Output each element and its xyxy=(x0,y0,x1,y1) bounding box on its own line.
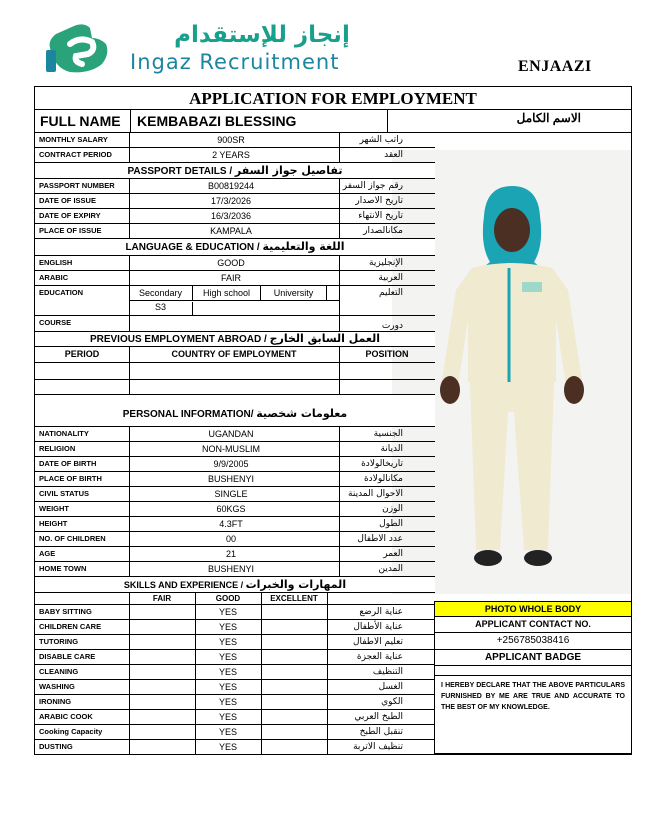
previous-employment-section-header xyxy=(35,332,435,347)
education-level-highschool: High school xyxy=(193,286,261,300)
row-arabic-label: العربية xyxy=(378,273,403,283)
row-label: HOME TOWN xyxy=(39,564,87,573)
row-value: GOOD xyxy=(217,258,245,268)
row-arabic-label: العمر xyxy=(383,549,403,559)
section-arabic-label: اللغة والتعليمية xyxy=(262,240,345,253)
full-name-label: FULL NAME xyxy=(35,110,131,132)
row-label: Cooking Capacity xyxy=(39,727,103,736)
section-label: PREVIOUS EMPLOYMENT ABROAD / xyxy=(89,334,267,345)
children-row xyxy=(35,532,435,547)
row-label: CONTRACT PERIOD xyxy=(39,150,112,159)
row-arabic-label: الغسل xyxy=(378,682,403,692)
row-arabic-label: الإنجليزية xyxy=(369,258,403,268)
skills-section-header xyxy=(35,577,435,593)
section-label: SKILLS AND EXPERIENCE / xyxy=(123,580,244,590)
row-value: SINGLE xyxy=(214,489,248,499)
row-value: 16/3/2036 xyxy=(210,211,252,221)
row-arabic-label: مكانالولادة xyxy=(363,474,403,484)
row-arabic-label: تنظيف الاتربة xyxy=(353,742,403,752)
row-label: IRONING xyxy=(39,697,72,706)
row-value: 17/3/2026 xyxy=(210,196,252,206)
skill-row-arabic-cook xyxy=(35,710,435,725)
home-town-row xyxy=(35,562,435,577)
religion-row xyxy=(35,442,435,457)
education-level-secondary: Secondary xyxy=(129,286,193,300)
row-value: KAMPALA xyxy=(210,226,252,236)
badge-box xyxy=(434,666,632,676)
full-name-row xyxy=(35,110,631,133)
row-label: AGE xyxy=(39,549,56,558)
row-label: NO. OF CHILDREN xyxy=(39,534,106,543)
row-arabic-label: التنظيف xyxy=(372,667,403,677)
row-arabic-label: عدد الاطفال xyxy=(357,534,403,544)
skills-table xyxy=(35,593,435,755)
row-arabic-label: الاحوال المدينة xyxy=(348,489,403,499)
row-label: CIVIL STATUS xyxy=(39,489,90,498)
date-of-birth-row xyxy=(35,457,435,472)
row-arabic-label: مكانالصدار xyxy=(363,226,403,236)
date-of-issue-row xyxy=(35,194,435,209)
row-label: CHILDREN CARE xyxy=(39,622,102,631)
skill-good-value: YES xyxy=(218,652,237,662)
row-arabic-label: تعليم الاطفال xyxy=(352,637,403,647)
passport-number-row xyxy=(35,179,435,194)
english-row xyxy=(35,256,435,271)
arabic-row xyxy=(35,271,435,286)
section-arabic-label: تفاصيل جواز السفر xyxy=(234,164,343,177)
row-arabic-label: الوزن xyxy=(382,504,403,514)
row-label: ARABIC xyxy=(39,273,69,282)
row-label: RELIGION xyxy=(39,444,76,453)
row-label: DUSTING xyxy=(39,742,73,751)
row-arabic-label: العقد xyxy=(384,150,403,160)
row-arabic-label: التعليم xyxy=(379,288,403,298)
place-of-issue-row xyxy=(35,224,435,239)
place-of-birth-row xyxy=(35,472,435,487)
row-value: UGANDAN xyxy=(208,429,254,439)
row-label: NATIONALITY xyxy=(39,429,89,438)
row-arabic-label: تنقبل الطبخ xyxy=(359,727,403,737)
row-label: PLACE OF ISSUE xyxy=(39,226,102,235)
row-value: NON-MUSLIM xyxy=(202,444,260,454)
row-arabic-label: تاريخ الانتهاء xyxy=(358,211,403,221)
age-row xyxy=(35,547,435,562)
personal-section-header xyxy=(35,395,435,427)
row-arabic-label: راتب الشهر xyxy=(359,135,403,145)
height-row xyxy=(35,517,435,532)
contact-number: +256785038416 xyxy=(434,633,632,650)
logo-english-text: Ingaz Recruitment xyxy=(130,50,340,74)
row-value: 00 xyxy=(225,534,236,544)
row-value: B00819244 xyxy=(207,181,255,191)
row-label: BABY SITTING xyxy=(39,607,92,616)
skill-good-value: YES xyxy=(218,622,237,632)
row-value: 900SR xyxy=(217,135,245,145)
skill-row-tutoring xyxy=(35,635,435,650)
thumbs-up-icon xyxy=(44,14,124,78)
row-arabic-label: تاريخالولادة xyxy=(361,459,403,469)
skill-good-value: YES xyxy=(218,727,237,737)
section-arabic-label: العمل السابق الخارج xyxy=(269,332,381,345)
column-header-excellent: EXCELLENT xyxy=(270,594,318,603)
row-arabic-label: الكوي xyxy=(381,697,403,707)
row-value: 4.3FT xyxy=(219,519,243,529)
row-label: HEIGHT xyxy=(39,519,68,528)
row-value: 9/9/2005 xyxy=(213,459,249,469)
row-label: DISABLE CARE xyxy=(39,652,96,661)
contract-period-row xyxy=(35,148,435,163)
contact-label: APPLICANT CONTACT NO. xyxy=(434,617,632,633)
skill-row-disable-care xyxy=(35,650,435,665)
education-row xyxy=(35,286,435,316)
row-label: CLEANING xyxy=(39,667,79,676)
skill-row-children-care xyxy=(35,620,435,635)
education-level-university: University xyxy=(261,286,327,300)
row-arabic-label: عناية العجزة xyxy=(356,652,403,662)
full-name-arabic-label: الاسم الكامل xyxy=(387,110,631,132)
row-arabic-label: الطول xyxy=(379,519,403,529)
skill-good-value: YES xyxy=(218,637,237,647)
skill-row-cooking-capacity xyxy=(35,725,435,740)
civil-status-row xyxy=(35,487,435,502)
row-value: 21 xyxy=(225,549,236,559)
skills-header-row xyxy=(35,593,435,605)
row-label: ENGLISH xyxy=(39,258,73,267)
row-arabic-label: المدين xyxy=(378,564,403,574)
row-label: DATE OF ISSUE xyxy=(39,196,96,205)
row-label: WASHING xyxy=(39,682,75,691)
row-value: 60KGS xyxy=(216,504,246,514)
form-title: APPLICATION FOR EMPLOYMENT xyxy=(35,87,631,110)
section-arabic-label: معلومات شخصية xyxy=(256,407,348,420)
skill-good-value: YES xyxy=(218,742,237,752)
nationality-row xyxy=(35,427,435,442)
skill-row-baby-sitting xyxy=(35,605,435,620)
row-label: PASSPORT NUMBER xyxy=(39,181,115,190)
row-label: WEIGHT xyxy=(39,504,69,513)
row-label: COURSE xyxy=(39,318,72,327)
column-header-fair: FAIR xyxy=(152,594,172,603)
row-arabic-label: رقم جواز السفر xyxy=(342,181,403,191)
row-label: PLACE OF BIRTH xyxy=(39,474,102,483)
monthly-salary-row xyxy=(35,133,435,148)
weight-row xyxy=(35,502,435,517)
row-arabic-label: الطبخ العربي xyxy=(354,712,403,722)
row-value: BUSHENYI xyxy=(207,474,254,484)
column-header-position: POSITION xyxy=(365,349,409,359)
skill-good-value: YES xyxy=(218,607,237,617)
skill-good-value: YES xyxy=(218,697,237,707)
skill-good-value: YES xyxy=(218,682,237,692)
personal-info-table xyxy=(35,427,435,577)
skill-row-dusting xyxy=(35,740,435,755)
row-label: DATE OF BIRTH xyxy=(39,459,97,468)
date-of-expiry-row xyxy=(35,209,435,224)
skill-good-value: YES xyxy=(218,667,237,677)
logo-arabic-text: إنجاز للإستقدام xyxy=(174,22,350,48)
full-name-value: KEMBABAZI BLESSING xyxy=(137,113,297,129)
column-header-period: PERIOD xyxy=(64,349,100,359)
row-label: ARABIC COOK xyxy=(39,712,93,721)
section-label: PASSPORT DETAILS / xyxy=(127,166,233,177)
course-row xyxy=(35,316,435,332)
skill-good-value: YES xyxy=(218,712,237,722)
row-value: 2 YEARS xyxy=(212,150,250,160)
row-label: MONTHLY SALARY xyxy=(39,135,108,144)
section-label: PERSONAL INFORMATION/ xyxy=(122,409,254,420)
column-header-good: GOOD xyxy=(215,594,241,603)
row-arabic-label: عناية الرضع xyxy=(359,607,403,617)
skill-row-ironing xyxy=(35,695,435,710)
previous-employment-table xyxy=(35,347,435,395)
row-arabic-label: الديانة xyxy=(380,444,403,454)
row-value: FAIR xyxy=(220,273,241,283)
education-value: S3 xyxy=(129,302,193,316)
passport-section-header xyxy=(35,163,435,179)
column-header-country: COUNTRY OF EMPLOYMENT xyxy=(171,349,297,359)
row-label: DATE OF EXPIRY xyxy=(39,211,101,220)
company-logo xyxy=(44,14,354,78)
section-label: LANGUAGE & EDUCATION / xyxy=(125,242,260,253)
row-arabic-label: تاريخ الاصدار xyxy=(355,196,403,206)
photo-label: PHOTO WHOLE BODY xyxy=(434,601,632,617)
language-section-header xyxy=(35,239,435,256)
skill-row-washing xyxy=(35,680,435,695)
row-arabic-label: دورت xyxy=(381,321,403,331)
row-label: TUTORING xyxy=(39,637,79,646)
row-value: BUSHENYI xyxy=(207,564,254,574)
row-arabic-label: عناية الأطفال xyxy=(353,622,403,632)
agency-name: ENJAAZI xyxy=(518,58,592,75)
declaration-text: I HEREBY DECLARE THAT THE ABOVE PARTICULARS FURNISHED BY ME ARE TRUE AND ACCURATE TO THE BEST OF MY KNOWLEDGE. xyxy=(434,676,632,754)
row-arabic-label: الجنسية xyxy=(373,429,403,439)
section-arabic-label: المهارات والخبرات xyxy=(245,578,347,591)
row-label: EDUCATION xyxy=(39,288,84,297)
badge-label: APPLICANT BADGE xyxy=(434,650,632,666)
skill-row-cleaning xyxy=(35,665,435,680)
